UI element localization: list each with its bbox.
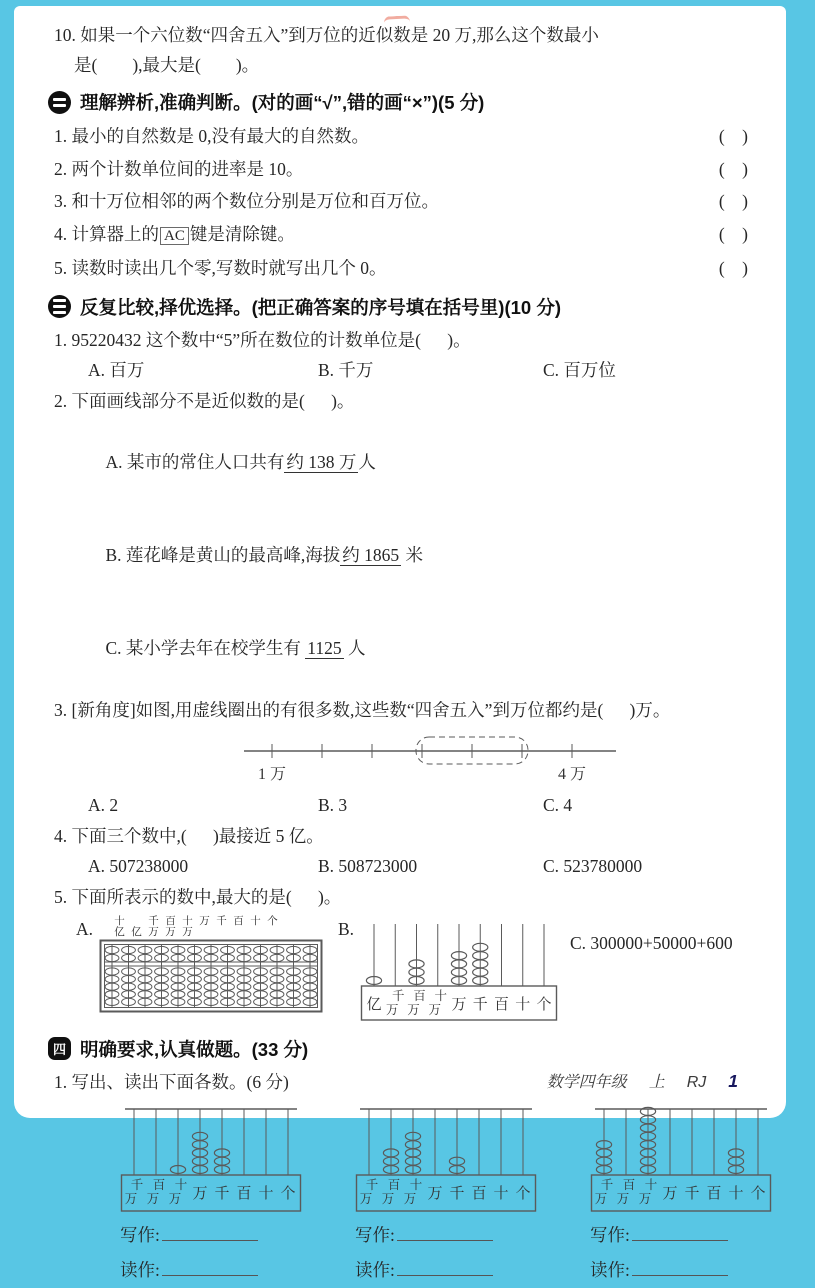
question-10-line2: 是( ),最大是( )。 bbox=[74, 55, 260, 75]
read-blank bbox=[162, 1262, 258, 1276]
svg-text:万: 万 bbox=[616, 1191, 630, 1206]
svg-text:十: 十 bbox=[174, 1177, 188, 1192]
number-line-diagram bbox=[240, 729, 748, 790]
underlined-value: 约 1865 bbox=[342, 544, 400, 565]
counting-device-1 bbox=[120, 1103, 355, 1288]
section-three-icon bbox=[48, 295, 71, 318]
svg-text:千: 千 bbox=[684, 1185, 700, 1202]
judgment-item-2 bbox=[54, 153, 748, 186]
svg-text:千: 千 bbox=[392, 988, 405, 1003]
choice-q2-option-c: C. 某小学去年在校学生有 1125 人 bbox=[105, 637, 366, 658]
counting-rack-drawing bbox=[355, 1103, 590, 1218]
write-blank bbox=[162, 1227, 258, 1241]
svg-text:个: 个 bbox=[280, 1185, 296, 1202]
judgment-item-5 bbox=[54, 252, 748, 285]
judgment-item-1 bbox=[54, 120, 748, 153]
section-3-header bbox=[48, 294, 748, 320]
svg-text:万: 万 bbox=[451, 996, 467, 1013]
svg-text:十: 十 bbox=[644, 1177, 658, 1192]
svg-text:千: 千 bbox=[214, 1185, 230, 1202]
judgment-item-1-text: 1. 最小的自然数是 0,没有最大的自然数。 bbox=[54, 126, 369, 146]
svg-text:万: 万 bbox=[359, 1191, 373, 1206]
underlined-value: 约 138 万 bbox=[286, 451, 357, 472]
section-4-header bbox=[48, 1036, 748, 1062]
choice-q1-option-c: C. 百万位 bbox=[543, 359, 616, 380]
choice-q2-option-a: A. 某市的常住人口共有 约 138 万 人 bbox=[105, 451, 376, 472]
counting-device-2 bbox=[355, 1103, 590, 1288]
abacus-column-labels: 十 亿 亿 千 万 百 万 十 万 万 千 百 十 个 bbox=[114, 915, 278, 938]
numline-label-right: 4 万 bbox=[557, 765, 587, 783]
choice-q5-images bbox=[76, 916, 748, 1027]
write-line: 写作: bbox=[120, 1218, 355, 1253]
choice-q1-option-b: B. 千万 bbox=[318, 359, 374, 380]
choice-q3-options bbox=[54, 790, 748, 821]
svg-text:百: 百 bbox=[236, 1185, 252, 1202]
choice-q4-text: 4. 下面三个数中,( )最接近 5 亿。 bbox=[54, 825, 324, 846]
read-blank bbox=[632, 1262, 728, 1276]
read-line: 读作: bbox=[120, 1253, 355, 1288]
svg-text:个: 个 bbox=[750, 1185, 766, 1202]
read-line: 读作: bbox=[590, 1253, 815, 1288]
svg-text:百: 百 bbox=[622, 1177, 636, 1192]
choice-q1-option-a: A. 百万 bbox=[88, 359, 145, 380]
choice-q3-option-c: C. 4 bbox=[543, 794, 573, 815]
answer-bracket: ( ) bbox=[718, 126, 748, 146]
page-footer bbox=[547, 1069, 738, 1092]
choice-q3-option-b: B. 3 bbox=[318, 794, 348, 815]
choice-q5-option-b bbox=[338, 916, 570, 1027]
section-4-title: 明确要求,认真做题。(33 分) bbox=[80, 1038, 309, 1060]
read-line: 读作: bbox=[355, 1253, 590, 1288]
svg-text:万: 万 bbox=[381, 1191, 395, 1206]
svg-text:万: 万 bbox=[403, 1191, 417, 1206]
question-10-line1: 10. 如果一个六位数“四舍五入”到万位的近似数是 20 万,那么这个数最小 bbox=[54, 25, 599, 45]
svg-text:百: 百 bbox=[387, 1177, 401, 1192]
svg-text:十: 十 bbox=[409, 1177, 423, 1192]
svg-text:万: 万 bbox=[638, 1191, 652, 1206]
counting-rack-drawing bbox=[120, 1103, 355, 1218]
judgment-item-4-text: 4. 计算器上的 AC 键是清除键。 bbox=[54, 223, 295, 244]
counting-rack-figure bbox=[360, 916, 558, 1027]
svg-text:万: 万 bbox=[386, 1002, 399, 1017]
section-4-q1-text: 1. 写出、读出下面各数。(6 分) bbox=[54, 1071, 289, 1092]
choice-q4-option-b: B. 508723000 bbox=[318, 855, 418, 876]
ac-key-box: AC bbox=[160, 227, 189, 245]
svg-text:亿: 亿 bbox=[366, 996, 382, 1013]
footer-volume: 上 bbox=[648, 1074, 665, 1091]
svg-text:万: 万 bbox=[594, 1191, 608, 1206]
choice-q5-text: 5. 下面所表示的数中,最大的是( )。 bbox=[54, 886, 342, 907]
abacus-figure bbox=[99, 916, 323, 1018]
svg-text:十: 十 bbox=[728, 1185, 744, 1202]
print-bleed-red-mark bbox=[384, 15, 411, 29]
svg-text:个: 个 bbox=[515, 1185, 531, 1202]
svg-text:十: 十 bbox=[434, 988, 448, 1003]
write-blank bbox=[632, 1227, 728, 1241]
read-blank bbox=[397, 1262, 493, 1276]
choice-q1-options bbox=[54, 355, 748, 386]
option-b-letter: B. bbox=[338, 918, 355, 939]
svg-text:十: 十 bbox=[258, 1185, 274, 1202]
svg-text:百: 百 bbox=[413, 988, 426, 1003]
write-line: 写作: bbox=[355, 1218, 590, 1253]
section-3-title: 反复比较,择优选择。(把正确答案的序号填在括号里)(10 分) bbox=[80, 296, 562, 318]
choice-q3-text: 3. [新角度]如图,用虚线圈出的有很多数,这些数“四舍五入”到万位都约是( )万。 bbox=[54, 699, 671, 720]
choice-q5-option-c: C. 300000+50000+600 bbox=[570, 932, 733, 953]
judgment-item-3-text: 3. 和十万位相邻的两个数位分别是万位和百万位。 bbox=[54, 191, 439, 211]
answer-bracket: ( ) bbox=[718, 258, 748, 278]
section-2-title: 理解辨析,准确判断。(对的画“√”,错的画“×”)(5 分) bbox=[80, 92, 485, 113]
choice-q4-options bbox=[54, 851, 748, 882]
abacus-drawing bbox=[99, 939, 323, 1018]
svg-text:千: 千 bbox=[130, 1177, 144, 1192]
choice-q3-option-a: A. 2 bbox=[88, 794, 119, 815]
svg-text:万: 万 bbox=[192, 1185, 208, 1202]
worksheet-page bbox=[14, 6, 786, 1280]
section-four-icon: 四 bbox=[48, 1037, 71, 1060]
choice-q1-text: 1. 95220432 这个数中“5”所在数位的计数单位是( )。 bbox=[54, 329, 471, 350]
numline-label-left: 1 万 bbox=[257, 765, 287, 783]
svg-text:百: 百 bbox=[706, 1185, 722, 1202]
svg-text:万: 万 bbox=[168, 1191, 182, 1206]
answer-bracket: ( ) bbox=[718, 158, 748, 179]
svg-text:十: 十 bbox=[493, 1185, 509, 1202]
counting-device-3 bbox=[590, 1103, 815, 1288]
svg-text:万: 万 bbox=[662, 1185, 678, 1202]
svg-text:百: 百 bbox=[152, 1177, 166, 1192]
option-a-letter: A. bbox=[76, 918, 94, 939]
svg-text:万: 万 bbox=[124, 1191, 138, 1206]
counting-rack-drawing bbox=[590, 1103, 815, 1218]
judgment-item-3 bbox=[54, 185, 748, 218]
svg-text:十: 十 bbox=[515, 996, 531, 1013]
write-line: 写作: bbox=[590, 1218, 815, 1253]
choice-q4-option-a: A. 507238000 bbox=[88, 855, 189, 876]
choice-q2-option-b: B. 莲花峰是黄山的最高峰,海拔 约 1865 米 bbox=[105, 544, 424, 565]
answer-bracket: ( ) bbox=[718, 223, 748, 244]
svg-text:千: 千 bbox=[365, 1177, 379, 1192]
judgment-item-5-text: 5. 读数时读出几个零,写数时就写出几个 0。 bbox=[54, 258, 387, 278]
svg-text:千: 千 bbox=[449, 1185, 465, 1202]
section-two-icon bbox=[48, 91, 71, 114]
footer-book-title: 数学四年级 bbox=[546, 1074, 627, 1091]
svg-text:千: 千 bbox=[472, 996, 488, 1013]
svg-text:千: 千 bbox=[600, 1177, 614, 1192]
answer-bracket: ( ) bbox=[718, 191, 748, 211]
underlined-value: 1125 bbox=[307, 637, 342, 658]
svg-text:万: 万 bbox=[146, 1191, 160, 1206]
svg-text:万: 万 bbox=[407, 1002, 420, 1017]
choice-q4-option-c: C. 523780000 bbox=[543, 855, 643, 876]
svg-text:万: 万 bbox=[428, 1002, 442, 1017]
svg-text:百: 百 bbox=[471, 1185, 487, 1202]
section-2-header bbox=[48, 89, 748, 115]
judgment-item-4 bbox=[54, 218, 748, 253]
choice-q2-text: 2. 下面画线部分不是近似数的是( )。 bbox=[54, 390, 355, 411]
footer-edition: RJ bbox=[686, 1074, 707, 1091]
page-number: 1 bbox=[728, 1071, 738, 1091]
svg-text:个: 个 bbox=[536, 996, 552, 1013]
svg-text:百: 百 bbox=[494, 996, 510, 1013]
counting-device-row bbox=[120, 1103, 766, 1288]
choice-q5-option-a bbox=[76, 916, 338, 1018]
svg-text:万: 万 bbox=[427, 1185, 443, 1202]
judgment-item-2-text: 2. 两个计数单位间的进率是 10。 bbox=[54, 158, 304, 179]
write-blank bbox=[397, 1227, 493, 1241]
